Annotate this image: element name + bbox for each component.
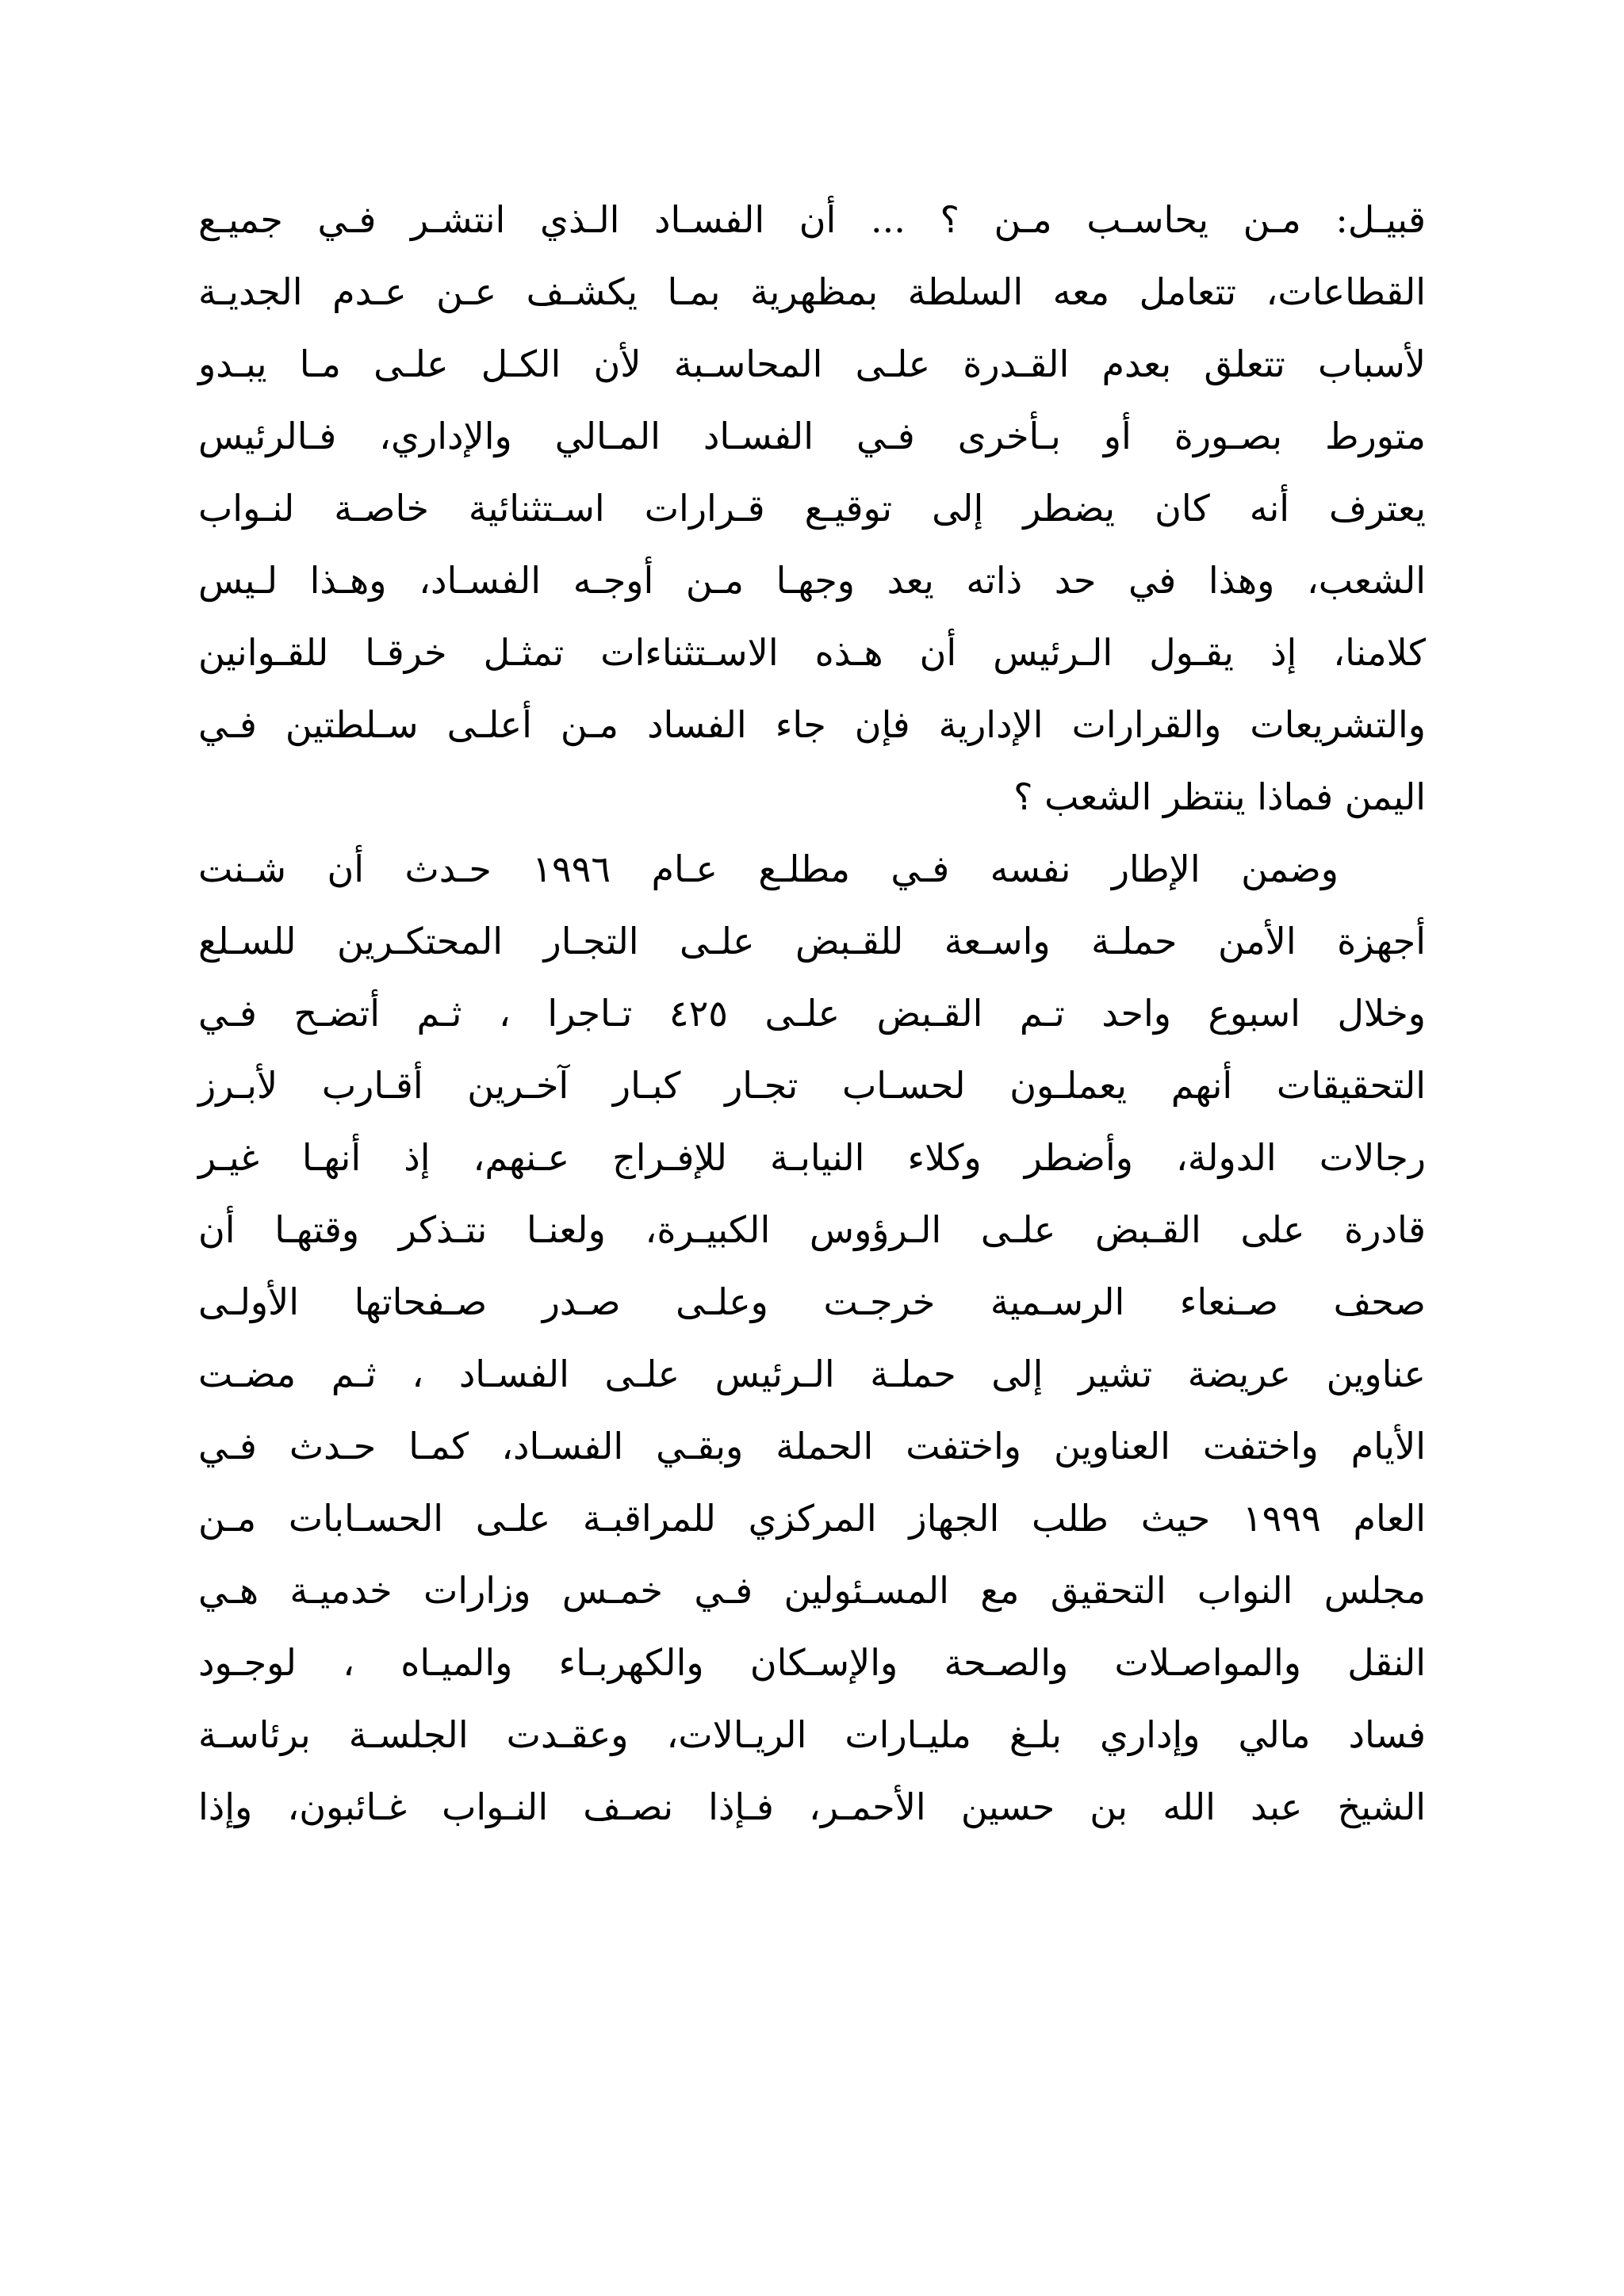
text-line: والتشريعات والقرارات الإدارية فإن جاء الفساد مـن أعلـى سـلطتين فـي: [198, 703, 1426, 746]
text-line: لأسباب تتعلق بعدم القـدرة علـى المحاسـبة لأن الكـل علـى مـا يبـدو: [198, 342, 1426, 385]
paragraph-1: [198, 184, 1426, 833]
text-line: الشعب، وهذا في حد ذاته يعد وجهـا مـن أوجـه الفسـاد، وهـذا لـيس: [198, 559, 1426, 602]
text-line: أجهزة الأمن حملـة واسـعة للقـبض علـى التجـار المحتكـرين للسـلع: [198, 920, 1426, 962]
text-line: عناوين عريضة تشير إلى حملـة الـرئيس علـى الفسـاد ، ثـم مضـت: [198, 1353, 1426, 1395]
text-line: صحف صـنعاء الرسـمية خرجـت وعلـى صـدر صـفحاتها الأولـى: [198, 1280, 1426, 1323]
text-line: القطاعات، تتعامل معه السلطة بمظهرية بمـا يكشـف عـن عـدم الجديـة: [198, 270, 1426, 313]
text-line: الأيام واختفت العناوين واختفت الحملة وبقـي الفسـاد، كمـا حـدث فـي: [198, 1425, 1426, 1468]
text-line: التحقيقات أنهم يعملـون لحسـاب تجـار كبـار آخـرين أقـارب لأبـرز: [198, 1064, 1426, 1107]
text-line: الشيخ عبد الله بن حسين الأحمـر، فـإذا نصـف النـواب غـائبون، وإذا: [198, 1785, 1427, 1828]
text-line: متورط بصـورة أو بـأخرى فـي الفسـاد المـالي والإداري، فـالرئيس: [198, 415, 1426, 457]
text-line: فساد مالي وإداري بلـغ مليـارات الريـالات، وعقـدت الجلسـة برئاسـة: [198, 1713, 1426, 1756]
text-line: رجالات الدولة، وأضطر وكلاء النيابـة للإفـراج عـنهم، إذ أنهـا غيـر: [198, 1136, 1426, 1179]
text-line: يعترف أنه كان يضطر إلى توقيـع قـرارات اسـتثنائية خاصـة لنـواب: [198, 487, 1427, 530]
body-text: [198, 184, 1426, 1843]
text-line: قادرة على القـبض علـى الـرؤوس الكبيـرة، ولعنـا نتـذكر وقتهـا أن: [198, 1208, 1426, 1251]
text-line: النقل والمواصـلات والصـحة والإسـكان والكهربـاء والميـاه ، لوجـود: [198, 1641, 1426, 1684]
text-line: اليمن فماذا ينتظر الشعب ؟: [1013, 775, 1426, 818]
text-line: كلامنا، إذ يقـول الـرئيس أن هـذه الاسـتثناءات تمثـل خرقـا للقـوانين: [198, 631, 1426, 674]
text-line: العام ١٩٩٩ حيث طلب الجهاز المركزي للمراقبـة علـى الحسـابات مـن: [198, 1497, 1426, 1540]
text-line: قبيـل: مـن يحاسـب مـن ؟ ... أن الفسـاد الـذي انتشـر فـي جميـع: [198, 198, 1426, 241]
text-line: وضمن الإطار نفسه فـي مطلـع عـام ١٩٩٦ حـدث أن شـنت: [198, 848, 1339, 890]
paragraph-2: [198, 833, 1426, 1843]
text-line: مجلس النواب التحقيق مع المسـئولين فـي خمـس وزارات خدميـة هـي: [198, 1569, 1426, 1612]
text-line: وخلال اسبوع واحد تـم القـبض علـى ٤٢٥ تـاجرا ، ثـم أتضـح فـي: [198, 992, 1426, 1035]
